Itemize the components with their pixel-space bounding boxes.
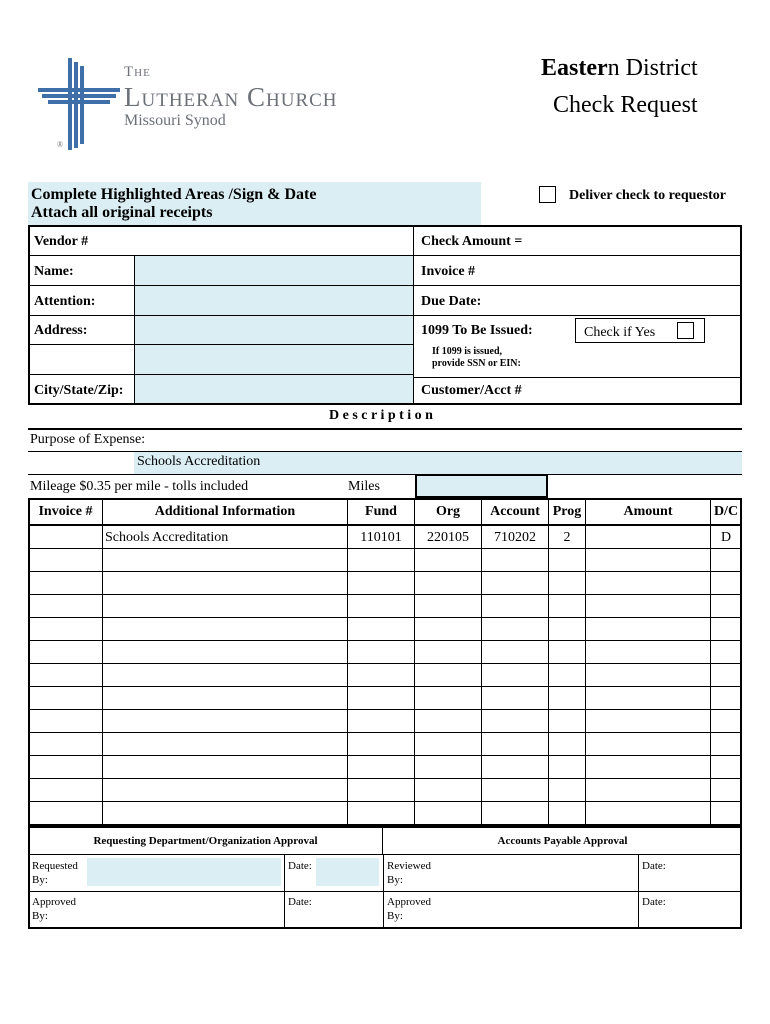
reviewed-label-line2: By: xyxy=(387,874,403,886)
description-header: D e s c r i p t i o n xyxy=(329,408,433,423)
deliver-label: Deliver check to requestor xyxy=(569,188,726,203)
requested-by-input[interactable] xyxy=(87,858,281,886)
row1-account: 710202 xyxy=(494,530,536,545)
ap-approval-header: Accounts Payable Approval xyxy=(497,835,628,847)
header-org: Org xyxy=(435,504,461,519)
row1-fund: 110101 xyxy=(360,530,402,545)
mileage-label: Mileage $0.35 per mile - tolls included xyxy=(30,479,249,494)
logo-sub-text: Missouri Synod xyxy=(124,112,226,129)
approved-by-label xyxy=(32,895,76,923)
ap-approved-label-line1: Approved xyxy=(387,896,431,908)
ap-approved-date-label: Date: xyxy=(642,896,666,908)
header-amount: Amount xyxy=(623,504,673,519)
row1-dc: D xyxy=(720,530,732,545)
district-title-rest: n District xyxy=(607,55,698,81)
row1-prog: 2 xyxy=(563,530,571,545)
reviewed-date-label: Date: xyxy=(642,860,666,872)
requested-label-line1: Requested xyxy=(32,860,78,872)
approved-label-line1: Approved xyxy=(32,896,76,908)
header-prog: Prog xyxy=(552,504,582,519)
district-title xyxy=(541,55,698,82)
ap-approved-label-line2: By: xyxy=(387,910,403,922)
header-dc: D/C xyxy=(713,504,739,519)
requested-date-input[interactable] xyxy=(316,858,379,886)
miles-label: Miles xyxy=(348,479,380,494)
customer-account-label: Customer/Acct # xyxy=(421,383,522,398)
header-invoice: Invoice # xyxy=(38,504,93,519)
form-title: Check Request xyxy=(553,92,698,118)
instructions-line1: Complete Highlighted Areas /Sign & Date xyxy=(31,186,317,203)
if-1099-line2: provide SSN or EIN: xyxy=(432,358,521,369)
purpose-value: Schools Accreditation xyxy=(137,454,261,469)
logo-the-text: The xyxy=(124,64,151,80)
address-label: Address: xyxy=(34,323,88,338)
check-if-yes-label: Check if Yes xyxy=(584,325,656,340)
row1-additional-info: Schools Accreditation xyxy=(105,530,229,545)
instructions-line2: Attach all original receipts xyxy=(31,204,213,221)
district-title-bold: Easter xyxy=(541,55,608,81)
ap-approved-by-label xyxy=(387,895,431,923)
vendor-name-label: Name: xyxy=(34,264,74,279)
header-additional-info: Additional Information xyxy=(154,504,296,519)
approved-date-label: Date: xyxy=(288,896,312,908)
row1-org: 220105 xyxy=(427,530,469,545)
requested-label-line2: By: xyxy=(32,874,48,886)
logo-registered-mark: ® xyxy=(57,140,64,149)
requesting-approval-header: Requesting Department/Organization Approval xyxy=(93,835,318,847)
city-state-zip-label: City/State/Zip: xyxy=(34,383,124,398)
1099-checkbox[interactable] xyxy=(677,322,694,339)
requested-by-label xyxy=(32,859,78,887)
vendor-highlight xyxy=(135,256,413,403)
if-1099-line1: If 1099 is issued, xyxy=(432,346,503,357)
invoice-label: Invoice # xyxy=(421,264,476,279)
reviewed-label-line1: Reviewed xyxy=(387,860,431,872)
reviewed-by-label xyxy=(387,859,431,887)
check-amount-label: Check Amount = xyxy=(421,234,523,249)
due-date-label: Due Date: xyxy=(421,294,482,309)
vendor-number-label: Vendor # xyxy=(34,234,89,249)
purpose-label: Purpose of Expense: xyxy=(30,432,146,447)
attention-label: Attention: xyxy=(34,294,96,309)
header-account: Account xyxy=(490,504,540,519)
approved-label-line2: By: xyxy=(32,910,48,922)
header-fund: Fund xyxy=(365,504,397,519)
instructions xyxy=(31,186,316,222)
miles-input[interactable] xyxy=(415,474,548,498)
lcms-cross-logo xyxy=(38,58,120,150)
requested-date-label: Date: xyxy=(288,860,312,872)
logo-main-text: Lutheran Church xyxy=(124,82,338,112)
deliver-checkbox[interactable] xyxy=(539,186,556,203)
tax-1099-label: 1099 To Be Issued: xyxy=(421,323,533,338)
